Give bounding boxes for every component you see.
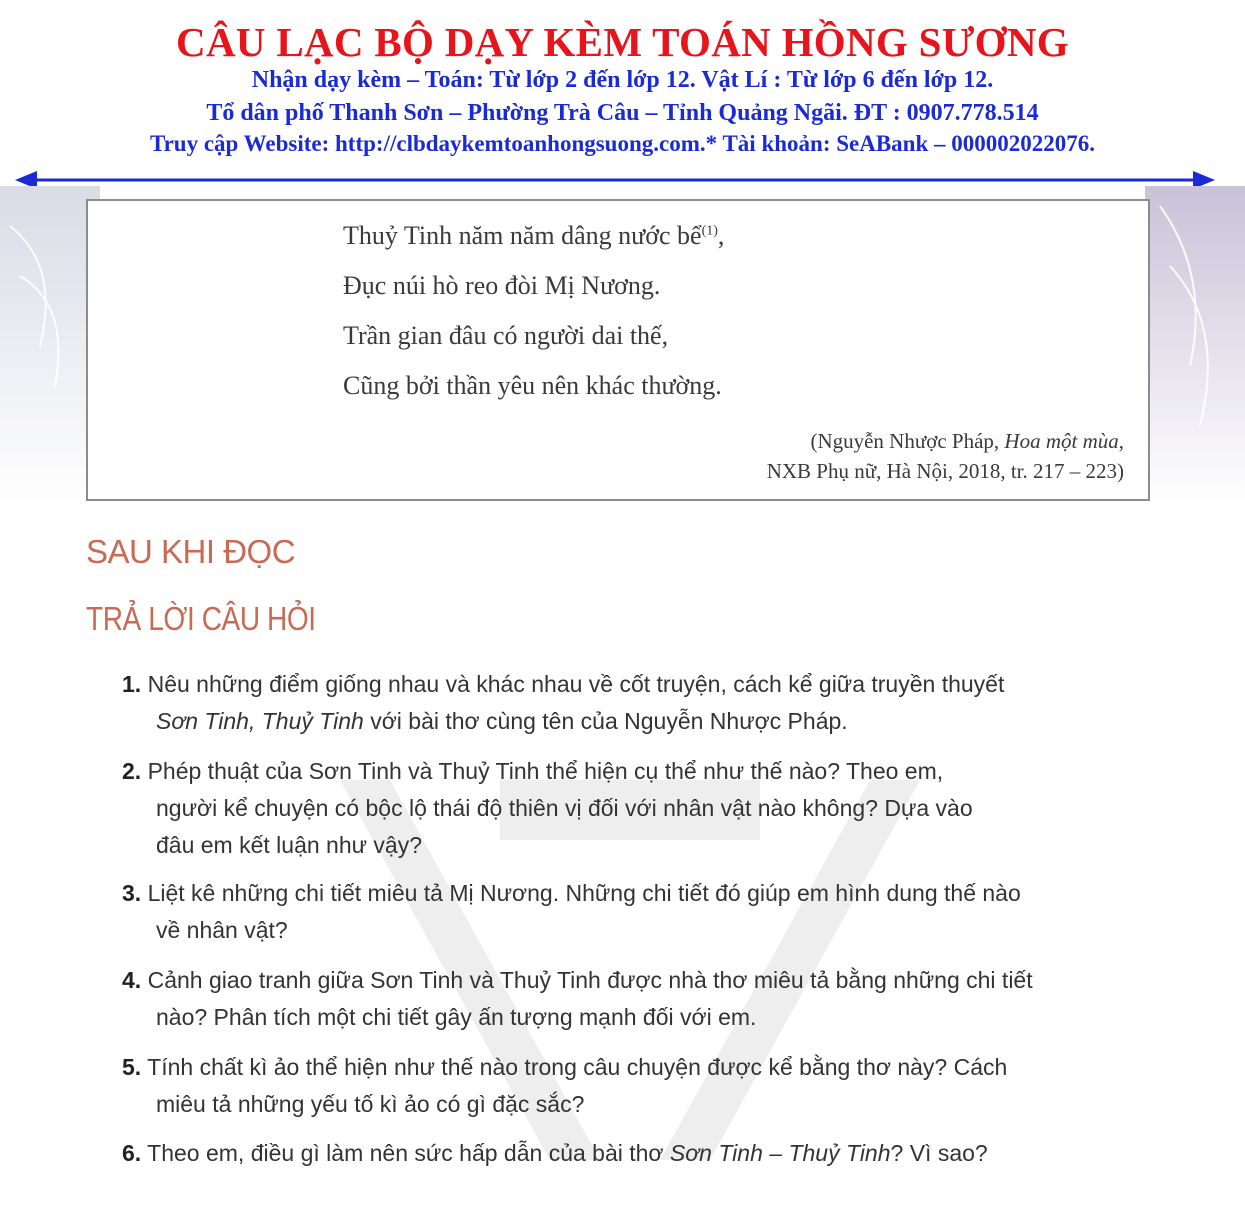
question-1 [122,666,1142,740]
question-6 [122,1135,1142,1172]
question-text: Liệt kê những chi tiết miêu tả Mị Nương. Những chi tiết đó giúp em hình dung thế nào [147,880,1021,906]
poem-line: Đục núi hò reo đòi Mị Nương. [343,271,661,300]
club-title: CÂU LẠC BỘ DẠY KÈM TOÁN HỒNG SƯƠNG [176,19,1069,65]
question-number: 5. [122,1054,142,1080]
header-website-line: Truy cập Website: http://clbdaykemtoanhongsuong.com.* Tài khoản: SeABank – 000002022076. [149,131,1096,156]
poem-line: Trần gian đâu có người dai thế, [343,321,669,350]
question-italic-title: Sơn Tinh, Thuỷ Tinh [156,708,364,734]
question-text: Nêu những điểm giống nhau và khác nhau về cốt truyện, cách kể giữa truyền thuyết [147,671,1005,697]
poem-line-tail: , [717,221,725,250]
citation-comma: , [1118,429,1124,453]
question-text: Theo em, điều gì làm nên sức hấp dẫn của bài thơ [147,1140,670,1166]
question-text: Phép thuật của Sơn Tinh và Thuỷ Tinh thể hiện cụ thể như thế nào? Theo em, [147,758,944,784]
question-2 [122,753,1142,864]
question-5 [122,1049,1142,1123]
question-number: 4. [122,967,142,993]
question-number: 3. [122,880,142,906]
citation-author: (Nguyễn Nhược Pháp, [810,429,1005,453]
question-text: Cảnh giao tranh giữa Sơn Tinh và Thuỷ Tinh được nhà thơ miêu tả bằng những chi tiết [147,967,1033,993]
question-text: người kể chuyện có bộc lộ thái độ thiên vị đối với nhân vật nào không? Dựa vào [156,795,973,821]
poem-line: Cũng bởi thần yêu nên khác thường. [343,371,722,400]
citation-book-title: Hoa một mùa [1004,429,1119,453]
question-3 [122,875,1142,949]
header-subject-line: Nhận dạy kèm – Toán: Từ lớp 2 đến lớp 12. Vật Lí : Từ lớp 6 đến lớp 12. [251,67,994,93]
question-text: ? Vì sao? [890,1140,988,1166]
citation-line-1 [810,429,1124,454]
poem-excerpt-box [86,199,1150,501]
question-number: 2. [122,758,142,784]
poem-line-text: Thuỷ Tinh năm năm dâng nước bể [343,221,702,250]
section-after-reading: SAU KHI ĐỌC [86,533,296,570]
question-text: về nhân vật? [156,917,288,943]
poem-line [343,221,724,251]
question-text: với bài thơ cùng tên của Nguyễn Nhược Pháp. [363,708,848,734]
question-text: miêu tả những yếu tố kì ảo có gì đặc sắc? [156,1091,585,1117]
question-italic-title: Sơn Tinh – Thuỷ Tinh [669,1140,891,1166]
question-4 [122,962,1142,1036]
section-answer-questions: TRẢ LỜI CÂU HỎI [86,600,316,637]
question-text: Tính chất kì ảo thể hiện như thế nào trong câu chuyện được kể bằng thơ này? Cách [147,1054,1008,1080]
question-number: 1. [122,671,142,697]
question-number: 6. [122,1140,142,1166]
footnote-marker: (1) [701,223,718,239]
header-address-line: Tổ dân phố Thanh Sơn – Phường Trà Câu – Tỉnh Quảng Ngãi. ĐT : 0907.778.514 [206,100,1039,126]
question-text: nào? Phân tích một chi tiết gây ấn tượng mạnh đối với em. [156,1004,757,1030]
question-text: đâu em kết luận như vậy? [156,832,423,858]
citation-line-2: NXB Phụ nữ, Hà Nội, 2018, tr. 217 – 223) [766,459,1124,483]
